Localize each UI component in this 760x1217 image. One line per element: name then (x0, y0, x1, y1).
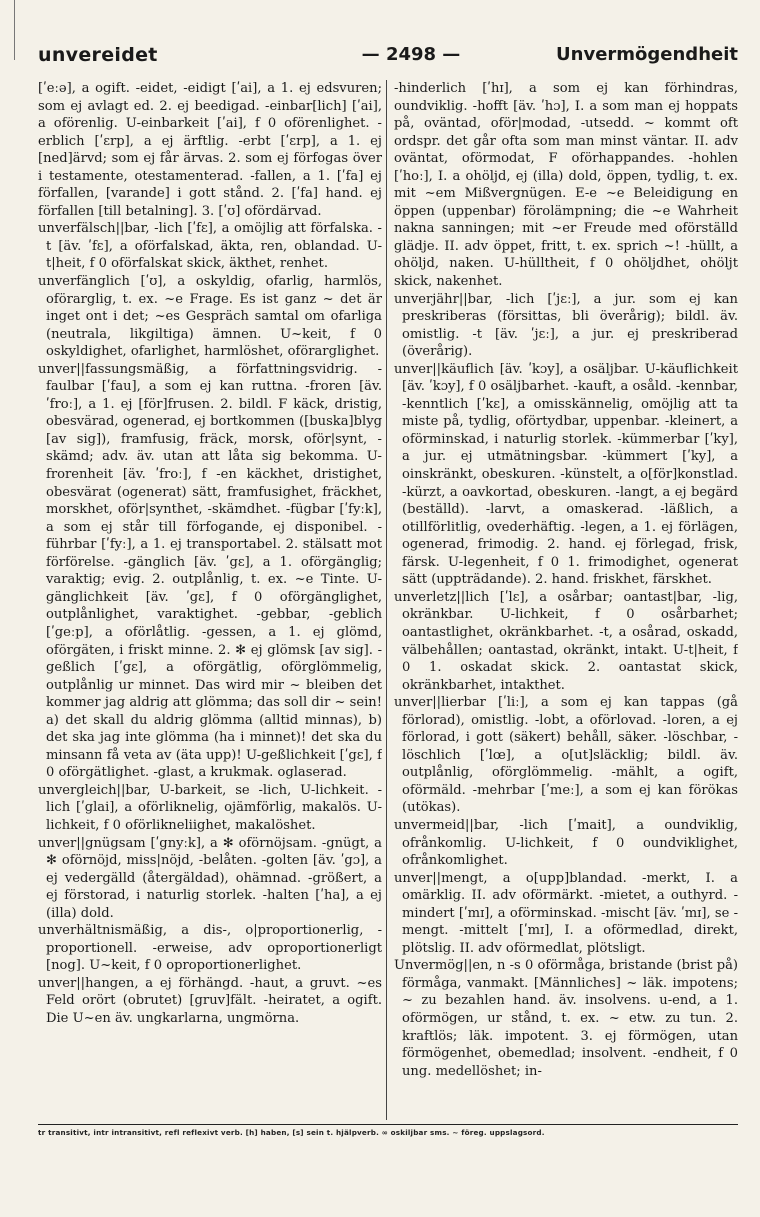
entry: unver||fassungsmäßig, a författningsvidrig. -faulbar [ʹfau], a som ej kan ruttna. -froren [äv. ʹfroː], a 1. ej [för]frusen. 2. bildl. F käck, dristig, obesvärad, ogenerad, ej bortkommen ([buska]blyg [av sig]), framfusig, fräck, morsk, oför|synt, -skämd; adv. äv. utan att låta sig bekomma. U-frorenheit [äv. ʹfroː], f -en käckhet, dristighet, obesvärat (ogenerat) sätt, framfusighet, fräckhet, morskhet, oför|synthet, -skämdhet. -fügbar [ʹfyːk], a som ej står till förfogande, ej disponibel. -führbar [ʹfyː], a 1. ej transportabel. 2. stälsatt mot förförelse. -gänglich [äv. ʹgɛ], a 1. oförgänglig; varaktig; evig. 2. outplånlig, t. ex. ~e Tinte. U-gänglichkeit [äv. ʹgɛ], f 0 oförgänglighet, outplånlighet, varaktighet. -gebbar, -geblich [ʹgeːp], a oförlåtlig. -gessen, a 1. ej glömd, oförgäten, i friskt minne. 2. ✻ ej glömsk [av sig]. -geßlich [ʹgɛ], a oförgätlig, oförglömmelig, outplånlig ur minnet. Das wird mir ~ bleiben det kommer jag aldrig att glömma; das soll dir ~ sein! a) det skall du aldrig glömma (alltid minnas), b) det ska jag inte glömma (ha i minnet)! det ska du minsann få veta av (äta upp)! U-geßlichkeit [ʹgɛ], f 0 oförgätlighet. -glast, a krukmak. oglaserad. (38, 361, 382, 781)
entry: unverjähr||bar, -lich [ʹjɛː], a jur. som ej kan preskriberas (försittas, bli överårig); bildl. äv. omistlig. -t [äv. ʹjɛː], a jur. ej preskriberad (överårig). (394, 291, 738, 360)
running-header (38, 44, 738, 74)
entry: unvergleich||bar, U-barkeit, se -lich, U-lichkeit. -lich [ʹglai], a oförliknelig, ojämförlig, makalös. U-lichkeit, f 0 oförlikneliighet, makalöshet. (38, 782, 382, 833)
entry: unver||käuflich [äv. ʹkɔy], a osäljbar. U-käuflichkeit [äv. ʹkɔy], f 0 osäljbarhet. -kauft, a osåld. -kennbar, -kenntlich [ʹkɛ], a omisskännelig, omöjlig att ta miste på, tydlig, oförtydbar, uppenbar. -kleinert, a oförminskad, i naturlig storlek. -kümmerbar [ʹky], a jur. ej utmätningsbar. -kümmert [ʹky], a oinskränkt, obeskuren. -künstelt, a o[för]konstlad. -kürzt, a oavkortad, obeskuren. -langt, a ej begärd (beställd). -larvt, a omaskerad. -läßlich, a otillförlitlig, ovederhäftig. -legen, a 1. ej förlägen, ogenerad, frimodig. 2. hand. ej förlegad, frisk, färsk. U-legenheit, f 0 1. frimodighet, ogenerat sätt (uppträdande). 2. hand. friskhet, färskhet. (394, 361, 738, 588)
entry: unver||mengt, a o[upp]blandad. -merkt, I. a omärklig. II. adv oförmärkt. -mietet, a outhyrd. -mindert [ʹmɪ], a oförminskad. -mischt [äv. ʹmɪ], se -mengt. -mittelt [ʹmɪ], I. a oförmedlad, direkt, plötslig. II. adv oförmedlat, plötsligt. (394, 870, 738, 956)
entry: unverletz||lich [ʹlɛ], a osårbar; oantast|bar, -lig, okränkbar. U-lichkeit, f 0 osårbarhet; oantastlighet, okränkbarhet. -t, a osårad, oskadd, välbehållen; oantastad, okränkt, intakt. U-t|heit, f 0 1. oskadat skick. 2. oantastat skick, okränkbarhet, intakthet. (394, 589, 738, 693)
entry: unverfänglich [ʹʊ], a oskyldig, ofarlig, harmlös, oförarglig, t. ex. ~e Frage. Es ist ganz ~ det är inget ont i det; ~es Gespräch samtal om ofarliga (neutrala, likgiltiga) ämnen. U~keit, f 0 oskyldighet, ofarlighet, harmlöshet, oförarglighet. (38, 274, 382, 360)
entry: unver||lierbar [ʹliː], a som ej kan tappas (gå förlorad), omistlig. -lobt, a oförlovad. -loren, a ej förlorad, i gott (säkert) behåll, säker. -löschbar, -löschlich [ʹlœ], a o[ut]släcklig; bildl. äv. outplånlig, oförglömmelig. -mählt, a ogift, oförmäld. -mehrbar [ʹmeː], a som ej kan förökas (utökas). (394, 695, 738, 816)
entry: unver||gnügsam [ʹgnyːk], a ✻ oförnöjsam. -gnügt, a ✻ oförnöjd, miss|nöjd, -belåten. -golten [äv. ʹgɔ], a ej vedergälld (återgäldad), ohämnad. -größert, a ej förstorad, i naturlig storlek. -halten [ʹha], a ej (illa) dold. (38, 835, 382, 921)
page-edge-mark (4, 0, 15, 60)
entry: unvermeid||bar, -lich [ʹmait], a oundviklig, ofrånkomlig. U-lichkeit, f 0 oundviklighet, ofrånkomlighet. (394, 817, 738, 869)
entry: Unvermög||en, n -s 0 oförmåga, bristande (brist på) förmåga, vanmakt. [Männliches] ~ läk. impotens; ~ zu bezahlen hand. äv. insolvens. u-end, a 1. oförmögen, ur stånd, t. ex. ~ etw. zu tun. 2. kraftlös; läk. impotent. 3. ej förmögen, utan förmögenhet, obemedlad; insolvent. -endheit, f 0 ung. medellöshet; in- (394, 958, 738, 1079)
entry: unverfälsch||bar, -lich [ʹfɛ], a omöjlig att förfalska. -t [äv. ʹfɛ], a oförfalskad, äkta, ren, oblandad. U-t|heit, f 0 oförfalskat skick, äkthet, renhet. (38, 221, 382, 272)
header-last-word: Unvermögendheit (556, 44, 738, 65)
right-column (394, 80, 738, 1120)
column-divider (386, 80, 387, 1120)
abbreviation-legend: tr transitivt, intr intransitivt, refl reflexivt verb. [h] haben, [s] sein t. hjälpverb. ∞ oskiljbar sms. ~ föreg. uppslagsord. (38, 1128, 545, 1137)
text-columns (38, 80, 738, 1120)
footer-rule (38, 1124, 738, 1125)
left-column (38, 80, 382, 1120)
entry: [ʹeːə], a ogift. -eidet, -eidigt [ʹai], a 1. ej edsvuren; som ej avlagt ed. 2. ej beedigad. -einbar[lich] [ʹai], a oförenlig. U-einbarkeit [ʹai], f 0 oförenlighet. -erblich [ʹɛrp], a ej ärftlig. -erbt [ʹɛrp], a 1. ej [ned]ärvd; som ej får ärvas. 2. som ej förfogas över i testamente, otestamenterad. -fallen, a 1. [ʹfa] ej förfallen, [varande] i gott stånd. 2. [ʹfa] hand. ej förfallen [till betalning]. 3. [ʹʊ] ofördärvad. (38, 81, 382, 219)
entry: -hinderlich [ʹhɪ], a som ej kan förhindras, oundviklig. -hofft [äv. ʹhɔ], I. a som man ej hoppats på, oväntad, oför|modad, -utsedd. ~ kommt oft ordspr. det går ofta som man minst väntar. II. adv oväntat, oförmodat, F oförhappandes. -hohlen [ʹhoː], I. a ohöljd, ej (illa) dold, öppen, tydlig, t. ex. mit ~em Mißvergnügen. E-e ~e Beleidigung en öppen (uppenbar) förolämpning; die ~e Wahrheit nakna sanningen; mit ~er Freude med oförställd glädje. II. adv öppet, fritt, t. ex. sprich ~! -hüllt, a ohöljd, naken. U-hülltheit, f 0 ohöljdhet, ohöljt skick, nakenhet. (394, 81, 738, 290)
header-first-word: unvereidet (38, 44, 158, 66)
entry: unver||hangen, a ej förhängd. -haut, a gruvt. ~es Feld orört (obrutet) [gruv]fält. -heiratet, a ogift. Die U~en äv. ungkarlarna, ungmörna. (38, 975, 382, 1026)
entry: unverhältnismäßig, a dis-, o|proportionerlig, -proportionell. -erweise, adv oproportionerligt [nog]. U~keit, f 0 oproportionerlighet. (38, 923, 382, 974)
page-number: — 2498 — (361, 44, 461, 65)
